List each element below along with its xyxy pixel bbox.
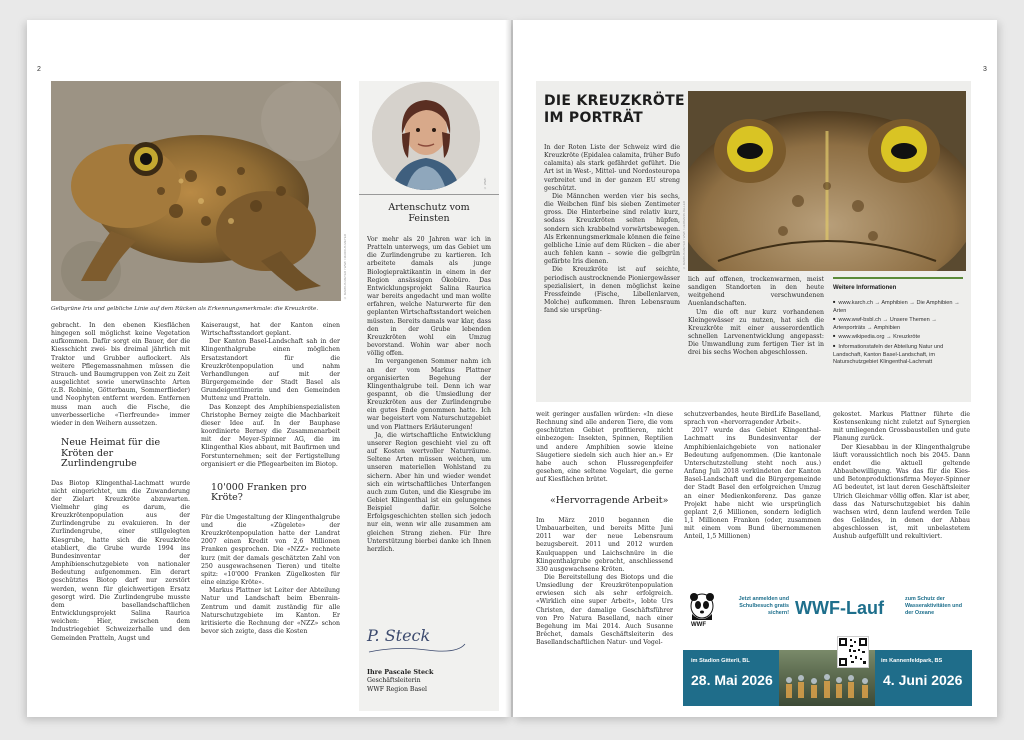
signature: P. Steck [367, 626, 431, 645]
paragraph: schutzverbandes, heute BirdLife Baselland, sprach von «hervorragender Arbeit». [684, 411, 821, 427]
portrait-photo [372, 82, 480, 190]
ad-headline: WWF-Lauf [795, 598, 884, 618]
portrait-column-2 [688, 276, 824, 396]
paragraph: Der Kanton Basel-Landschaft sah in der Klingenthalgrube einen möglichen Ersatzstandort für die Kreuzkrötenpopulation und nahm Verhandlungen auf mit der Bürgergemeinde der Stadt Basel als Grundeigentümerin und den Gemeinden Muttenz und Pratteln. [201, 338, 340, 403]
paragraph: gekostet. Markus Plattner führte die Kostensenkung nicht zuletzt auf Synergien mit umliegenden Grossbaustellen und gute Planung zurück. [833, 411, 970, 443]
editorial-divider [359, 194, 499, 195]
info-item: ■ Informationstafeln der Abteilung Natur und Landschaft, Kanton Basel-Landschaft, im Naturschutzgebiet Klingenthal-Lachmatt [833, 342, 965, 367]
subheading: Neue Heimat für die Kröten der Zurlindengrube [61, 437, 161, 470]
paragraph: Die Kreuzkröte ist auf seichte, periodisch austrocknende Pioniergewässer spezialisiert, in denen möglichst keine Fressfeinde (Fische, Libellenlarven, Molche) aufkommen. Ihren Lebensraum fand sie ursprüng- [544, 266, 680, 315]
portrait-credit: © WWF [483, 177, 487, 190]
face-photo-credit: © MARKUS MEYER / WWF / HERMANN ZELLER [682, 200, 686, 270]
portrait-column-1 [544, 144, 680, 394]
info-accent-line [833, 277, 963, 279]
date-right: 4. Juni 2026 [883, 672, 963, 688]
portrait-title-line1: DIE KREUZKRÖTE [544, 93, 685, 109]
photo-caption: Gelbgrüne Iris und gelbliche Linie auf dem Rücken als Erkennungsmerkmale: die Kreuzkröte. [51, 306, 319, 312]
paragraph: Die Bereitstellung des Biotops und die Umsiedlung der Kreuzkrötenpopulation erwiesen sich als sehr erfolgreich. «Wirklich eine super Arbeit», lobte Urs Christen, der damalige Geschäftsführer von Pro Natura Baselland, nach einer Begehung im Mai 2014. Auch Susanne Brêchet, damals Geschäftsleiterin des Basellandschaftlichen Natur- und Vogel- [536, 574, 673, 647]
page-number-right: 3 [983, 66, 987, 73]
toad-face-photo [688, 91, 966, 271]
paragraph: Ja, die wirtschaftliche Entwicklung unserer Region geschieht viel zu oft auf Kosten wertvoller Naturräume. Seltene Arten müssen weichen, um unseren materiellen Wohlstand zu sichern. Aber hin und wieder wendet sich ein wirtschaftliches Unterfangen auch zum Guten, und die Kiesgrube im Gebiet Klingenthal ist ein gelungenes Beispiel dafür. Solche Erfolgsgeschichten stellen sich jedoch nur ein, wenn wir alle zusammen am gleichen Strang ziehen. Für Ihre Unterstützung bierbei danke ich Ihnen herzlich. [367, 431, 491, 553]
portrait-illustration [372, 82, 480, 190]
paragraph: Das Konzept des Amphibienspezialisten Christophe Berney zeigte die Machbarkeit dieser Idee auf. In der Bauphase koordinierte Berney die Zusammenarbeit mit der Meyer-Spinner AG, die im Klingenthal Kies abbaut, mit Baufirmen und Forstunternehmen; seit der Fertigstellung organisiert er die Pflegearbeiten im Biotop. [201, 403, 340, 468]
editorial-role: Geschäftsleiterin [367, 677, 421, 684]
paragraph: Das Biotop Klingenthal-Lachmatt wurde nicht eingerichtet, um die Zuwanderung der Zielart Kreuzkröte abzuwarten. Vielmehr ging es darum, die Kreuzkrötenpopulation aus der Zurlindengrube zu evakuieren. In der Zurlindengrube, einer stillgelegten Kiesgrube, hatte sich die Kreuzkröte etabliert, die Grube wurde 1994 ins Bundesinventar der Amphibienschutzgebiete von nationaler Bedeutung aufgenommen. Ein derart geschütztes Biotop darf nur zerstört werden, wenn für gleichwertigen Ersatz gesorgt wird. Die Zurlindengrube musste dem basellandschaftlichen Entwicklungsprojekt Salina Raurica weichen: Hier, zwischen dem Industriegebiet Schweizerhalle und den Gemeinden Pratteln, Augst und [51, 479, 190, 642]
wwf-run-ad[interactable] [683, 588, 972, 714]
paragraph: Der Kiesabbau in der Klingenthalgrube läuft voraussichtlich noch bis 2045. Dann endet die aktuell geltende Abbaubewilligung. Was das für die Kies- und Betonproduktionsfirma Meyer-Spinner AG bedeutet, ist laut deren Geschäftsleiter Ulrich Gleichmar völlig offen. Klar ist aber, dass das Naturschutzgebiet bis dahin wachsen wird, denn laufend werden Teile des Geländes, in denen der Abbau abgeschlossen ist, mit unbelastetem Aushub aufgefüllt und rekultiviert. [833, 443, 970, 541]
paragraph: In der Roten Liste der Schweiz wird die Kreuzkröte (Epidalea calamita, früher Bufo calamita) als stark gefährdet geführt. Die Art ist in West-, Mittel- und Nordosteuropa verbreitet und in der ganzen EU streng geschützt. [544, 144, 680, 192]
photo-credit: © MARKUS MEYER / WWF / MARKUS MEYER [343, 233, 347, 300]
text-column-5 [833, 411, 970, 583]
text-column-3 [536, 411, 673, 711]
subheading: 10'000 Franken pro Kröte? [211, 481, 307, 504]
paragraph: 2017 wurde das Gebiet Klingenthal-Lachmatt ins Bundesinventar der Amphibienlaichgebiete von nationaler Bedeutung aufgenommen. (Die kantonale Unterschutzstellung steht noch aus.) Anfang Juli 2018 verkündeten der Kanton Basel-Landschaft und die Bürgergemeinde der Stadt Basel den erfolgreichen Umzug an einer Medienkonferenz. Das ganze Projekt habe nicht wie ursprünglich geplant 2,6 Millionen, sondern lediglich 1,1 Millionen Franken (oder, zusammen mit einem vom Bund übernommenen Anteil, 1,5 Millionen) [684, 427, 821, 541]
paragraph: Um die oft nur kurz vorhandenen Kleingewässer zu nutzen, hat sich die Kreuzkröte mit einer ausserordentlich schnellen Larvenentwicklung angepasst: Die Umwandlung zum fertigen Tier ist in drei bis sechs Wochen abgeschlossen. [688, 308, 824, 357]
paragraph: Vor mehr als 20 Jahren war ich in Pratteln unterwegs, um das Gebiet um die Zurlindengrube zu kartieren. Ich arbeitete damals als junge Biologiepraktikantin in einem in der Region ansässigen Ökobüro. Das Entwicklungsprojekt Salina Raurica war bereits angedacht und man wollte erfahren, welche Naturwerte für den geplanten Wirtschaftsstandort weichen müssten. Bereits damals war klar, dass den in der Grube lebenden Kreuzkröten wohl ein Umzug bevorstand. Wohin war aber noch völlig offen. [367, 236, 491, 358]
panda-logo-icon [689, 592, 715, 622]
toad-photo [51, 81, 341, 301]
info-link[interactable]: ■ www.wwf-bsbl.ch → Unsere Themen → Artenporträts → Amphibien [833, 315, 965, 332]
right-page [513, 20, 997, 717]
info-title: Weitere Informationen [833, 285, 897, 291]
venue-left: im Stadion Gitterli, BL [691, 658, 750, 664]
paragraph: Markus Plattner ist Leiter der Abteilung Natur und Landschaft beim Ebenrain-Zentrum und damit zuständig für alle Naturschutzgebiete im Kanton. Er kritisierte die Rechnung der «NZZ» schon bevor sich zeigte, dass die Kosten [201, 587, 340, 635]
toad-illustration [51, 81, 341, 301]
toad-face-illustration [688, 91, 966, 271]
ad-cta: Jetzt anmelden und Schulbesuch gratis sichern! [738, 596, 789, 616]
editorial-org: WWF Region Basel [367, 686, 427, 693]
portrait-title-line2: IM PORTRÄT [544, 110, 643, 126]
paragraph: weit geringer ausfallen würden: «In diese Rechnung sind alle anderen Tiere, die vom geschützten Gebiet profitieren, nicht einbezogen: Insekten, Spinnen, Reptilien und andere Amphibien sowie kleine Säugetiere siedeln sich auch hier an.» Er habe auch schon Flussregenpfeifer gesehen, eine seltene Vogelart, die gerne auf Kiesflächen brütet. [536, 411, 673, 484]
ad-subline: zum Schutz der Wasseraktivitäten und der Ozeane [905, 596, 963, 616]
info-list [833, 298, 965, 367]
paragraph: Kaiseraugst, hat der Kanton einen Wirtschaftsstandort geplant. [201, 322, 340, 338]
paragraph: Im März 2010 begannen die Umbauarbeiten, und bereits Mitte Juni 2011 war der neue Lebensraum bezugsbereit. 2011 und 2012 wurden Kaulquappen und Laichschnüre in die Klingenthalgrube gebracht, anschliessend 330 ausgewachsene Kröten. [536, 516, 673, 573]
editorial-author: Ihre Pascale Steck [367, 668, 434, 676]
subheading: «Hervorragende Arbeit» [550, 495, 669, 507]
wwf-label: WWF [691, 622, 706, 628]
venue-right: im Kannenfeldpark, BS [881, 658, 943, 664]
signature-stroke [367, 632, 467, 656]
date-left: 28. Mai 2026 [691, 672, 773, 688]
page-number-left: 2 [37, 66, 41, 73]
paragraph: Die Männchen werden vier bis sechs, die Weibchen fünf bis sieben Zentimeter gross. Die Hinterbeine sind relativ kurz, sodass Kreuzkröten selten hüpfen, sondern sich krabbelnd vorwärtsbewegen. Als Erkennungsmerkmale können die feine gelbliche Linie auf dem Rücken – die aber auch fehlen kann – sowie die gelbgrün gefärbte Iris dienen. [544, 192, 680, 266]
text-column-2 [201, 322, 340, 712]
qr-code[interactable] [837, 636, 869, 668]
qr-code-icon [838, 637, 868, 667]
info-link[interactable]: ■ www.karch.ch → Amphibien → Die Amphibien → Arten [833, 298, 965, 315]
text-column-1 [51, 322, 190, 712]
editorial-title: Artenschutz vom Feinsten [388, 202, 470, 224]
editorial-text [367, 236, 491, 644]
left-page [27, 20, 511, 717]
paragraph: Für die Umgestaltung der Klingenthalgrube und die «Zügelete» der Kreuzkrötenpopulation hatte der Landrat 2007 einen Kredit von 2,6 Millionen Franken gesprochen. Die «NZZ» rechnete kurz (mit der damals geschätzten Zahl von 250 ausgewachsenen Tieren) und titelte spitz: «10'000 Franken Zügelkosten für eine einzige Kröte». [201, 513, 340, 587]
paragraph: lich auf offenen, trockenwarmen, meist sandigen Standorten in den heute weitgehend verschwundenen Auenlandschaften. [688, 276, 824, 308]
paragraph: Im vergangenen Sommer nahm ich an der vom Markus Plattner organisierten Begehung der Klingenthalgrube teil. Denn ich war gespannt, ob die Umsiedlung der Kreuzkröten aus der Zurlindengrube ein gutes Ende genommen hatte. Ich war begeistert vom Naturschutzgebiet und von Plattners Erläuterungen! [367, 358, 491, 431]
paragraph: gebracht. In den ebenen Kiesflächen hingegen soll möglichst keine Vegetation aufkommen. Dafür sorgt ein Bauer, der die Kiesschicht zwei- bis dreimal jährlich mit Traktor und Grubber auflockert. Als weitere Pflegemassnahmen müssen die Strauch- und Baumgruppen von Zeit zu Zeit ausgelichtet sowie unerwünschte Arten (z.B. Robinie, Götterbaum, Sommerflieder) und Neophyten entfernt werden. Entfernen muss man auch die Fische, die unverbesserliche «Tierfreunde» immer wieder in den Weihern aussetzen. [51, 322, 190, 427]
text-column-4 [684, 411, 821, 583]
info-link[interactable]: ■ www.wikipedia.org → Kreuzkröte [833, 332, 965, 342]
